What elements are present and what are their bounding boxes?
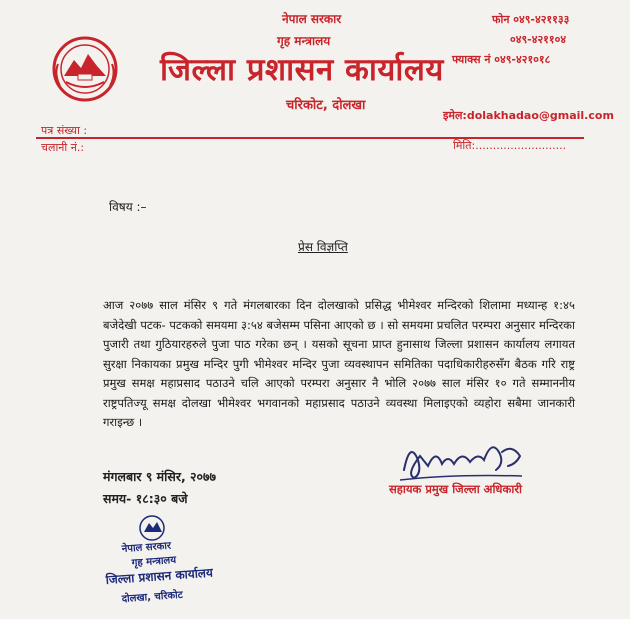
government-label: नेपाल सरकार (282, 12, 342, 26)
stamp-line-3: जिल्ला प्रशासन कार्यालय (105, 565, 214, 587)
stamp-line-2: गृह मन्त्रालय (131, 554, 177, 569)
nepal-emblem-icon (50, 34, 120, 104)
letter-body: आज २०७७ साल मंसिर ९ गते मंगलबारका दिन दोलखाको प्रसिद्ध भीमेश्वर मन्दिरको शिलामा मध्यान्ह १:४५ बजेदेखी पटक- पटकको समयमा ३:५४ बजेसम्म पसिना आएको छ । सो समयमा प्रचलित परम्परा अनुसार मन्दिरका पुजारी तथा गुठियारहरुले पुजा पाठ गरेका छन् । यसको सूचना प्राप्त हुनासाथ जिल्ला प्रशासन कार्यालय लगायत सुरक्षा निकायका प्रमुख मन्दिर पुगी भीमेश्वर मन्दिर पुजा व्यवस्थापन समितिका पदाधिकारीहरुसँग बैठक गरि राष्ट्र प्रमुख समक्ष महाप्रसाद पठाउने चलि आएको परम्परा अनुसार नै भोलि २०७७ साल मंसिर १० गते सम्माननीय राष्ट्रपतिज्यू समक्ष दोलखा भीमेश्वर भगवानको महाप्रसाद पठाउने व्यवस्था मिलाइएको व्यहोरा सबैमा जानकारी गराइन्छ । (103, 298, 575, 429)
press-release-heading: प्रेस विज्ञप्ति (298, 240, 348, 254)
phone-number-1: फोन ०४९-४२११३३ (492, 13, 570, 26)
issue-date: मंगलबार ९ मंसिर, २०७७ (103, 469, 217, 484)
issue-time: समय- १८:३० बजे (103, 491, 188, 506)
email-address: इमेल:dolakhadao@gmail.com (443, 109, 614, 122)
handwritten-signature (392, 430, 532, 490)
letter-number-label: पत्र संख्या : (41, 124, 88, 137)
ministry-label: गृह मन्त्रालय (277, 34, 331, 48)
office-title: जिल्ला प्रशासन कार्यालय (160, 52, 444, 88)
phone-number-2: ०४९-४२११०४ (510, 33, 567, 46)
signatory-title: सहायक प्रमुख जिल्ला अधिकारी (389, 482, 523, 496)
office-stamp (102, 510, 262, 610)
office-location: चरिकोट, दोलखा (286, 98, 366, 113)
date-field-label: मिति:.......................... (453, 139, 567, 152)
fax-number: फ्याक्स नं ०४९-४२१०१८ (452, 53, 551, 66)
subject-line: विषय :– (109, 200, 147, 214)
stamp-line-1: नेपाल सरकार (121, 540, 172, 555)
stamp-line-4: दोलखा, चरिकोट (121, 589, 184, 605)
dispatch-number-label: चलानी नं.: (41, 141, 85, 154)
